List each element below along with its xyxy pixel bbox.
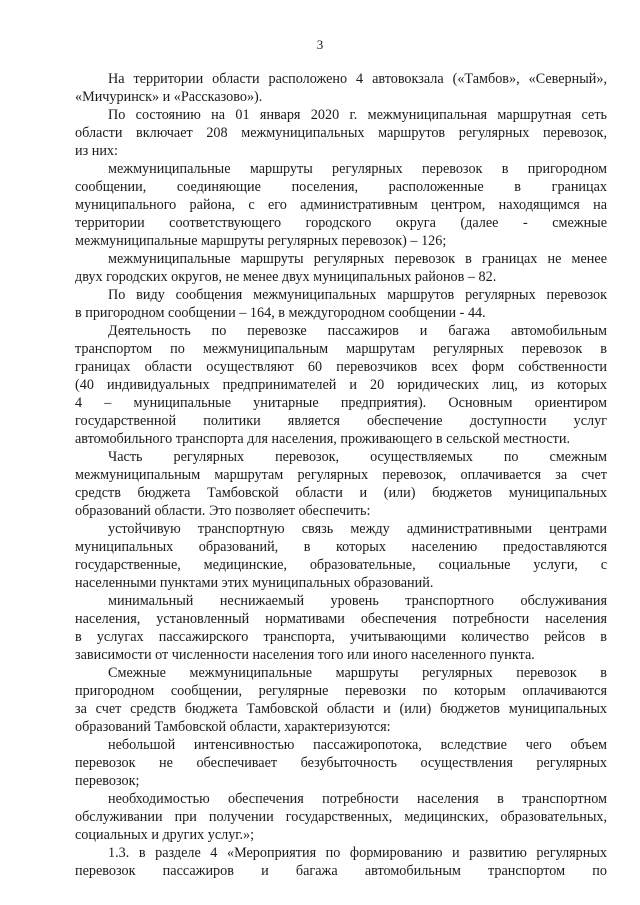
- text-line: необходимостью обеспечения потребности населения в транспортном: [108, 791, 607, 807]
- text-line: По состоянию на 01 января 2020 г. межмуниципальная маршрутная сеть: [108, 107, 607, 123]
- text-line: за счет средств бюджета Тамбовской области и (или) бюджетов муниципальных: [75, 701, 607, 717]
- text-line: межмуниципальные маршруты регулярных перевозок в границах не менее: [108, 251, 607, 267]
- text-line: из них:: [75, 143, 118, 159]
- text-line: По виду сообщения межмуниципальных маршрутов регулярных перевозок: [108, 287, 607, 303]
- text-line: границах области осуществляют 60 перевозчиков всех форм собственности: [75, 359, 607, 375]
- text-line: минимальный неснижаемый уровень транспортного обслуживания: [108, 593, 607, 609]
- text-line: Смежные межмуниципальные маршруты регулярных перевозок в: [108, 665, 607, 681]
- text-line: небольшой интенсивностью пассажиропотока, вследствие чего объем: [108, 737, 607, 753]
- text-line: муниципального района, с его административным центром, находящимся на: [75, 197, 607, 213]
- text-line: в пригородном сообщении – 164, в междугородном сообщении - 44.: [75, 305, 486, 321]
- text-line: перевозок;: [75, 773, 140, 789]
- text-line: (40 индивидуальных предпринимателей и 20 юридических лиц, из которых: [75, 377, 607, 393]
- text-line: Деятельность по перевозке пассажиров и багажа автомобильным: [108, 323, 607, 339]
- text-line: 1.3. в разделе 4 «Мероприятия по формированию и развитию регулярных: [108, 845, 607, 861]
- text-line: перевозок пассажиров и багажа автомобильным транспортом по: [75, 863, 607, 879]
- text-line: перевозок не обеспечивает безубыточность осуществления регулярных: [75, 755, 607, 771]
- text-line: социальных и других услуг.»;: [75, 827, 255, 843]
- text-line: межмуниципальным маршрутам регулярных перевозок, оплачивается за счет: [75, 467, 607, 483]
- text-line: государственной политики является обеспечение доступности услуг: [75, 413, 607, 429]
- text-line: автомобильного транспорта для населения, проживающего в сельской местности.: [75, 431, 571, 447]
- text-line: зависимости от численности населения того или иного населенного пункта.: [75, 647, 535, 663]
- text-line: образований Тамбовской области, характеризуются:: [75, 719, 391, 735]
- text-line: населения, установленный нормативами обеспечения потребности населения: [75, 611, 607, 627]
- text-line: в услугах пассажирского транспорта, учитывающими количество рейсов в: [75, 629, 607, 645]
- text-line: населенными пунктами этих муниципальных образований.: [75, 575, 434, 591]
- text-line: сообщении, соединяющие поселения, расположенные в границах: [75, 179, 607, 195]
- text-line: межмуниципальные маршруты регулярных перевозок в пригородном: [108, 161, 607, 177]
- text-line: обслуживании при получении государственных, медицинских, образовательных,: [75, 809, 607, 825]
- text-line: средств бюджета Тамбовской области и (или) бюджетов муниципальных: [75, 485, 607, 501]
- page-number: 3: [316, 37, 324, 52]
- text-line: Часть регулярных перевозок, осуществляемых по смежным: [108, 449, 607, 465]
- text-line: образований области. Это позволяет обеспечить:: [75, 503, 371, 519]
- text-line: области включает 208 межмуниципальных маршрутов регулярных перевозок,: [75, 125, 607, 141]
- text-line: «Мичуринск» и «Рассказово»).: [75, 89, 263, 105]
- text-line: 4 – муниципальные унитарные предприятия). Основным ориентиром: [75, 395, 607, 411]
- text-line: государственные, медицинские, образовательные, социальные услуги, с: [75, 557, 607, 573]
- text-line: двух городских округов, не менее двух муниципальных районов – 82.: [75, 269, 497, 285]
- text-line: транспортом по межмуниципальным маршрутам регулярных перевозок в: [75, 341, 607, 357]
- text-line: пригородном сообщении, регулярные перевозки по которым оплачиваются: [75, 683, 607, 699]
- text-line: муниципальных образований, в которых населению предоставляются: [75, 539, 607, 555]
- text-line: На территории области расположено 4 автовокзала («Тамбов», «Северный»,: [108, 71, 607, 87]
- text-line: межмуниципальные маршруты регулярных перевозок) – 126;: [75, 233, 447, 249]
- text-line: устойчивую транспортную связь между административными центрами: [108, 521, 607, 537]
- text-line: территории соответствующего городского округа (далее - смежные: [75, 215, 607, 231]
